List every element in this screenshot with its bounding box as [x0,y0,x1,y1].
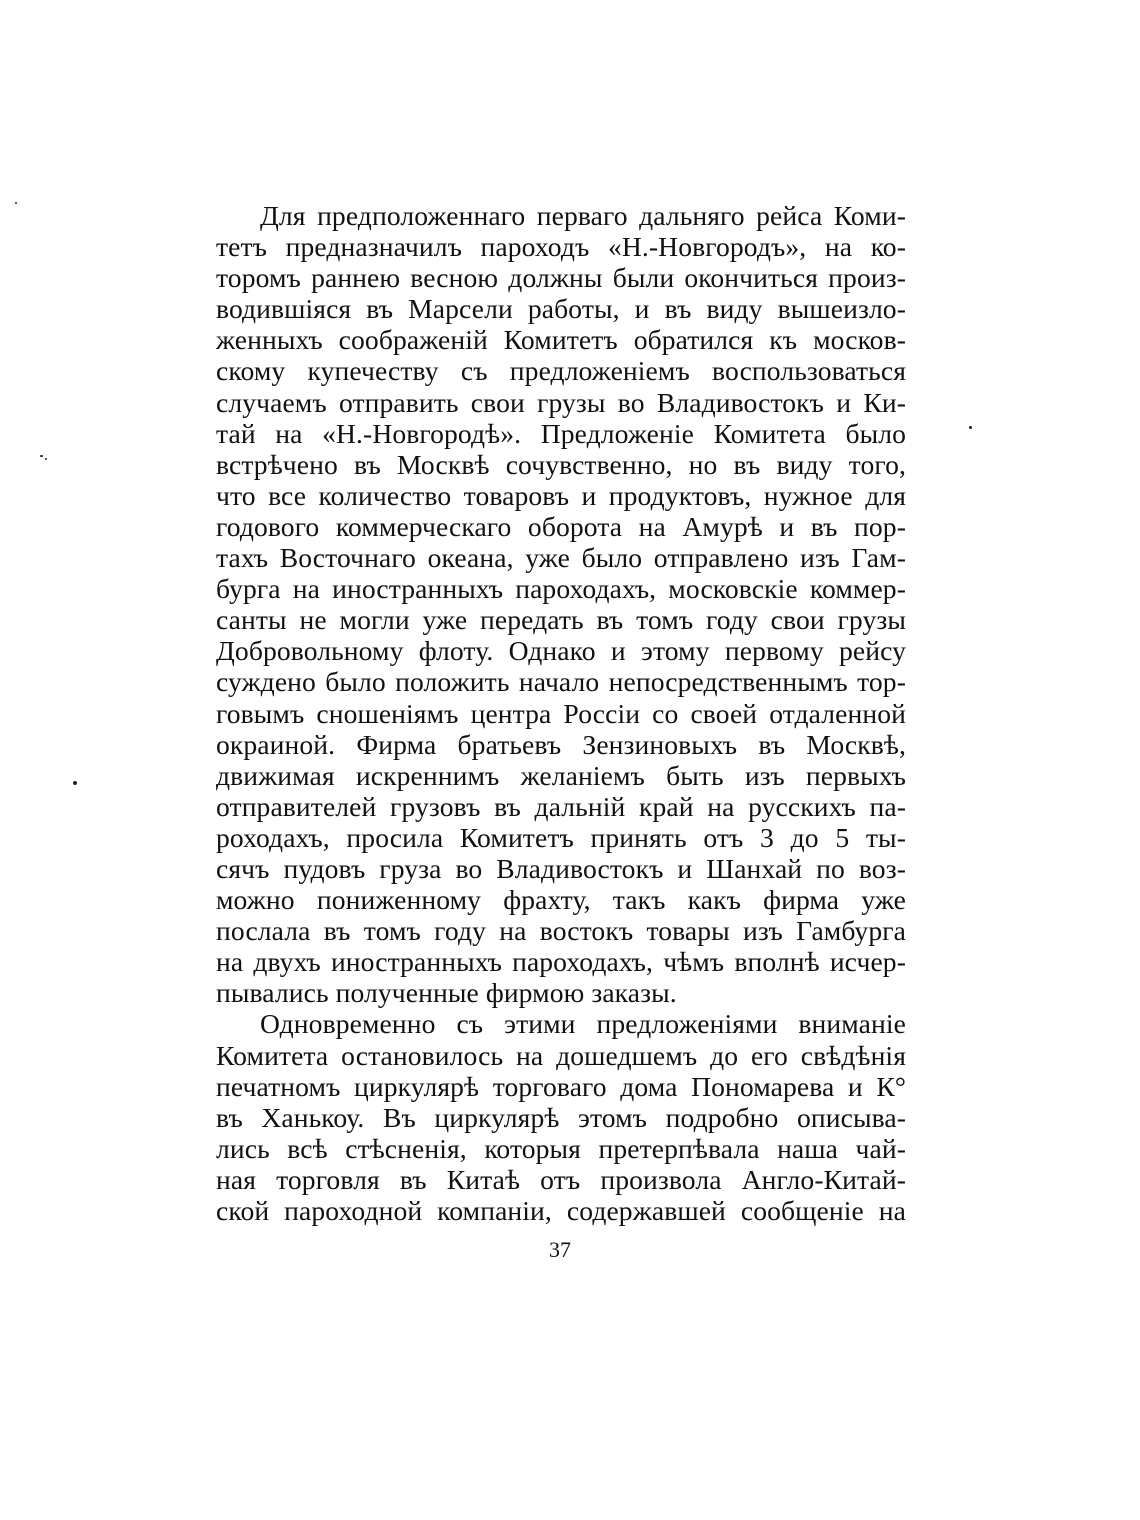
text-line: женныхъ соображеній Комитетъ обратился къ москов- [216,324,906,356]
scan-speck [45,458,47,460]
text-line: отправителей грузовъ въ дальній край на русскихъ па- [216,790,906,822]
text-line: движимая искреннимъ желаніемъ быть изъ первыхъ [216,759,906,791]
text-line: что все количество товаровъ и продуктовъ, нужное для [216,479,906,511]
text-line: ской пароходной компаніи, содержавшей сообщеніе на [216,1195,906,1226]
text-line: тахъ Восточнаго океана, уже было отправлено изъ Гам- [216,542,906,574]
text-line: роходахъ, просила Комитетъ принять отъ 3 до 5 ты- [216,821,906,853]
text-line: въ Ханькоу. Въ циркулярѣ этомъ подробно описыва- [216,1101,906,1133]
text-line: Для предположеннаго перваго дальняго рейса Коми- [260,200,906,231]
text-line: сячъ пудовъ груза во Владивостокъ и Шанхай по воз- [216,852,906,884]
text-line: суждено было положить начало непосредственнымъ тор- [216,666,906,698]
page-number: 37 [549,1237,571,1262]
text-line: Комитета остановилось на дошедшемъ до его свѣдѣнія [216,1039,906,1071]
body-text [216,200,906,1226]
text-line: ная торговля въ Китаѣ отъ произвола Англо-Китай- [216,1163,906,1195]
text-line: случаемъ отправить свои грузы во Владивостокъ и Ки- [216,386,906,418]
text-line: окраиной. Фирма братьевъ Зензиновыхъ въ Москвѣ, [216,728,906,760]
text-line: послала въ томъ году на востокъ товары изъ Гамбурга [216,915,906,947]
scan-speck [40,455,43,457]
scan-speck [969,426,972,429]
scan-speck [73,781,77,785]
text-line: лись всѣ стѣсненія, которыя претерпѣвала наша чай- [216,1132,906,1164]
text-line: бурга на иностранныхъ пароходахъ, московскіе коммер- [216,573,906,605]
text-line: скому купечеству съ предложеніемъ воспользоваться [216,355,906,387]
text-line: водившіяся въ Марсели работы, и въ виду вышеизло- [216,293,906,325]
text-line: на двухъ иностранныхъ пароходахъ, чѣмъ вполнѣ исчер- [216,946,906,978]
text-line: можно пониженному фрахту, такъ какъ фирма уже [216,884,906,916]
text-line: Добровольному флоту. Однако и этому первому рейсу [216,635,906,667]
text-line: Одновременно съ этими предложеніями вниманіе [260,1008,906,1040]
text-line: говымъ сношеніямъ центра Россіи со своей отдаленной [216,697,906,729]
paragraph-2 [216,1008,906,1226]
scan-speck [15,202,17,204]
text-line: пывались полученные фирмою заказы. [216,977,677,1009]
paragraph-1 [216,200,906,1008]
text-line: санты не могли уже передать въ томъ году свои грузы [216,604,906,636]
text-line: печатномъ циркулярѣ торговаго дома Пономарева и К° [216,1070,906,1102]
text-line: встрѣчено въ Москвѣ сочувственно, но въ виду того, [216,448,906,480]
text-line: тетъ предназначилъ пароходъ «Н.-Новгородъ», на ко- [216,231,906,263]
text-line: годового коммерческаго оборота на Амурѣ и въ пор- [216,510,906,542]
text-line: тай на «Н.-Новгородѣ». Предложеніе Комитета было [216,417,906,449]
text-line: торомъ раннею весною должны были окончиться произ- [216,262,906,294]
